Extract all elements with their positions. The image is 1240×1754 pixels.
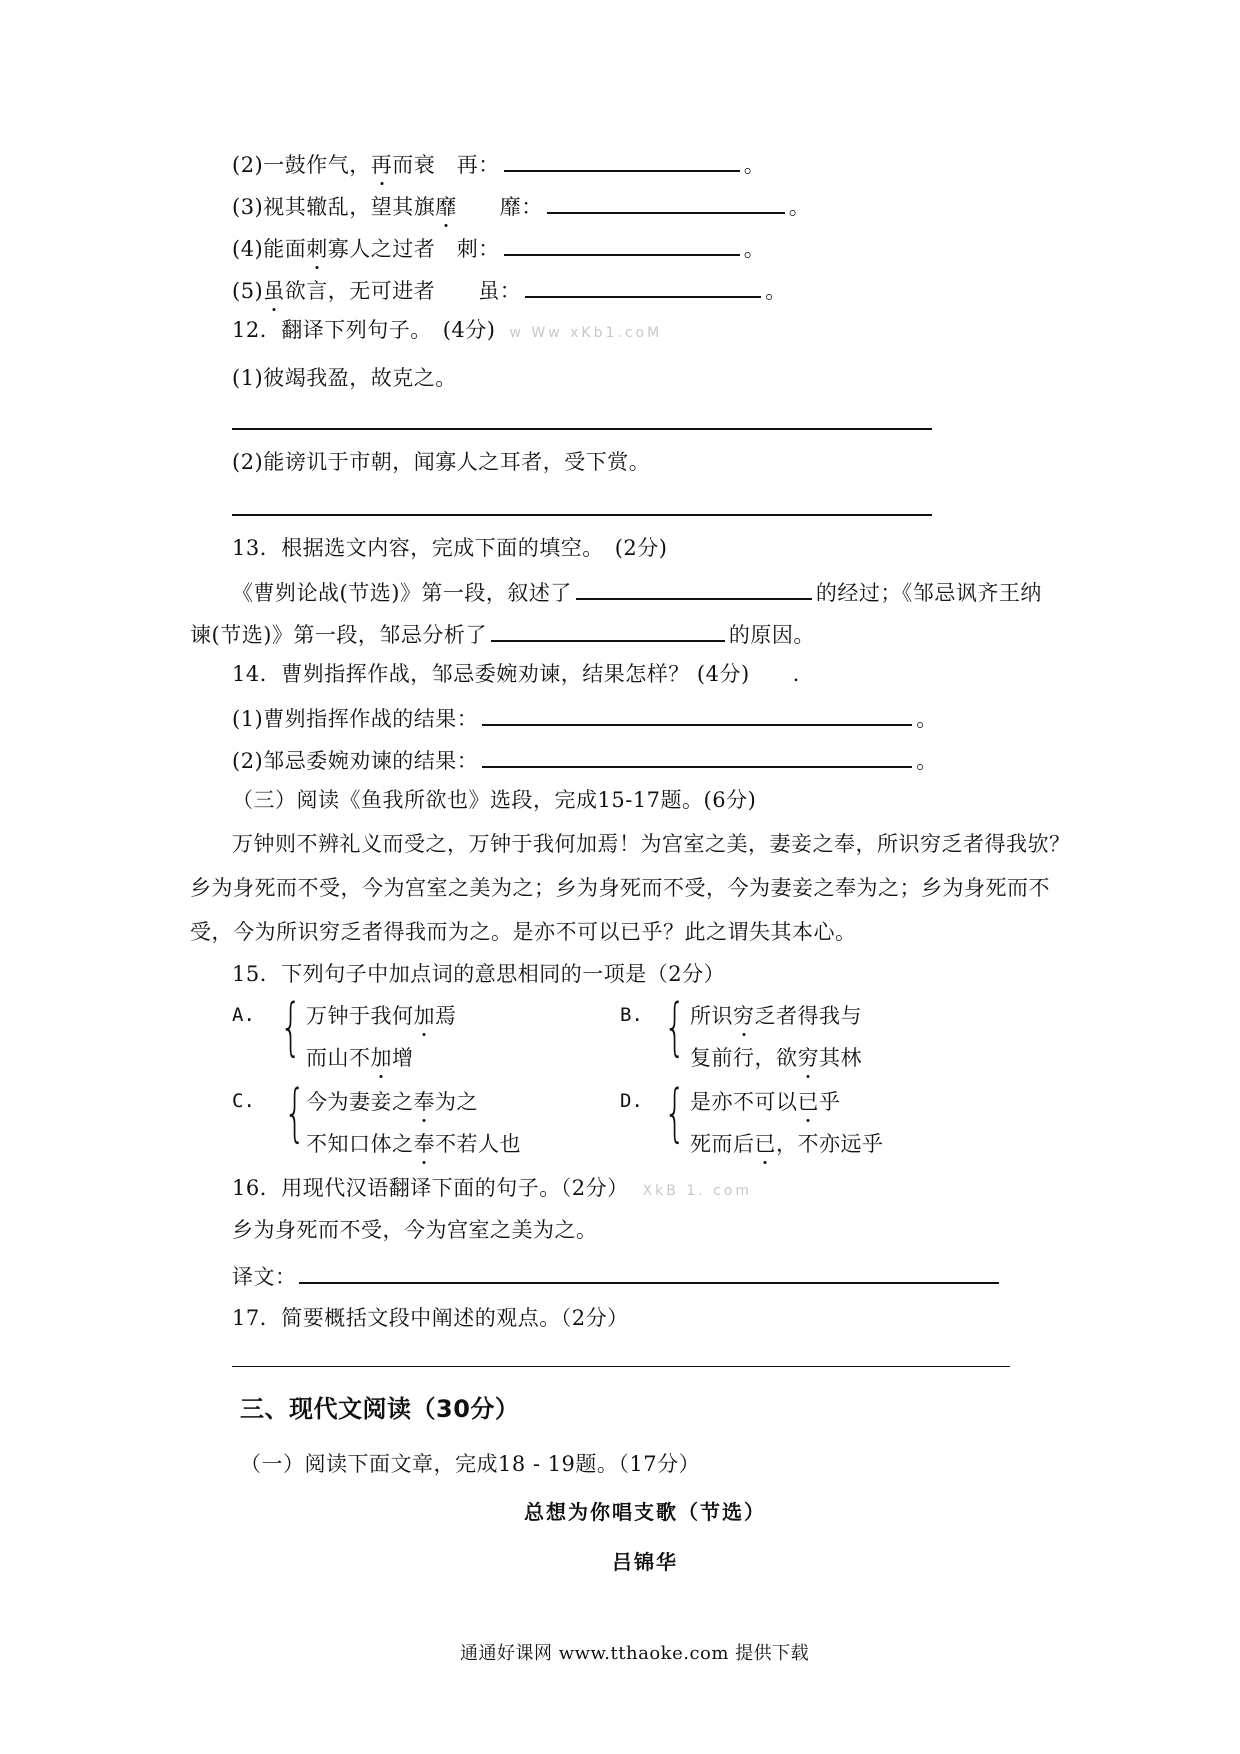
dotted-char: 加 <box>370 1046 392 1070</box>
passage-line-3: 受，今为所识穷乏者得我而为之。是亦不可以已乎？此之谓失其本心。 <box>190 920 857 944</box>
text: 其林 <box>819 1046 862 1070</box>
answer-blank[interactable] <box>547 190 785 214</box>
q16-sentence: 乡为身死而不受，今为宫室之美为之。 <box>232 1218 598 1242</box>
text: 是亦不可以 <box>690 1090 798 1114</box>
option-b-letter[interactable]: B. <box>620 1004 643 1026</box>
article-title: 总想为你唱支歌（节选） <box>524 1500 766 1524</box>
q14-answer-1 <box>232 702 938 733</box>
text: 靡： <box>456 195 543 219</box>
text: 不若人也 <box>435 1132 521 1156</box>
answer-blank[interactable] <box>299 1260 999 1284</box>
option-b-line-2 <box>690 1044 862 1072</box>
text: 为之 <box>435 1090 478 1114</box>
option-b-line-1 <box>690 1002 862 1030</box>
answer-blank[interactable] <box>504 148 740 172</box>
dotted-char: 奉 <box>413 1132 435 1156</box>
q14-answer-2 <box>232 744 938 775</box>
answer-blank[interactable] <box>576 576 812 600</box>
question-title: 12．翻译下列句子。 (4分) <box>232 318 496 342</box>
dotted-char: 再 <box>370 153 393 177</box>
text: (2)一鼓作气， <box>232 153 371 177</box>
passage-line-2: 乡为身死而不受，今为宫室之美为之；乡为身死而不受，今为妻妾之奉为之；乡为身死而不 <box>190 876 1050 900</box>
text: 今为妻妾之 <box>306 1090 414 1114</box>
text: 。 <box>743 153 766 177</box>
dotted-char: 奉 <box>413 1090 435 1114</box>
dotted-char: 已 <box>754 1132 776 1156</box>
dotted-char: 穷 <box>797 1046 819 1070</box>
answer-blank[interactable] <box>504 232 740 256</box>
option-a-line-2 <box>306 1044 414 1072</box>
text: 所识 <box>690 1004 733 1028</box>
answer-line[interactable] <box>232 428 932 430</box>
option-c-line-2 <box>306 1130 521 1158</box>
text: 谏(节选)》第一段，邹忌分析了 <box>190 623 487 647</box>
q16-title <box>232 1174 752 1205</box>
watermark: w Ww xKb1.coM <box>509 325 663 341</box>
text: 而山不 <box>306 1046 371 1070</box>
text: 复前行，欲 <box>690 1046 798 1070</box>
section-divider <box>232 1366 1010 1367</box>
answer-blank[interactable] <box>525 274 761 298</box>
text: (2)邹忌委婉劝谏的结果： <box>232 749 479 773</box>
q11-item-4 <box>232 232 765 263</box>
option-d-line-2 <box>690 1130 884 1158</box>
option-d-line-1 <box>690 1088 841 1116</box>
text: 寡人之过者 刺： <box>327 237 500 261</box>
text: 万钟于我何 <box>306 1004 414 1028</box>
q13-line-1 <box>232 576 1042 607</box>
dotted-char: 虽 <box>263 279 285 303</box>
q12-sentence-1: (1)彼竭我盈，故克之。 <box>232 366 457 390</box>
text: 。 <box>916 707 938 731</box>
question-title: 16．用现代汉语翻译下面的句子。（2分） <box>232 1176 629 1200</box>
text: ，不亦远乎 <box>776 1132 884 1156</box>
q17-title: 17．简要概括文段中阐述的观点。（2分） <box>232 1306 629 1330</box>
q12-title <box>232 316 662 347</box>
dotted-char: 靡 <box>435 195 457 219</box>
text: (1)曹刿指挥作战的结果： <box>232 707 479 731</box>
q12-sentence-2: (2)能谤讥于市朝，闻寡人之耳者，受下赏。 <box>232 450 651 474</box>
text: 。 <box>916 749 938 773</box>
option-d-letter[interactable]: D. <box>620 1090 643 1112</box>
text: 乏者得我与 <box>754 1004 862 1028</box>
text: 增 <box>392 1046 414 1070</box>
q11-item-3 <box>232 190 810 221</box>
dotted-char: 已 <box>797 1090 819 1114</box>
translation-label: 译文： <box>232 1265 297 1289</box>
text: (5) <box>232 279 264 303</box>
q13-title: 13．根据选文内容，完成下面的填空。 (2分) <box>232 536 668 560</box>
passage-line-1: 万钟则不辨礼义而受之，万钟于我何加焉！为宫室之美，妻妾之奉，所识穷乏者得我欤？ <box>232 832 1071 856</box>
part3-title: （三）阅读《鱼我所欲也》选段，完成15-17题。(6分) <box>232 788 757 812</box>
dotted-char: 穷 <box>733 1004 755 1028</box>
text: (4)能面 <box>232 237 307 261</box>
text: 而衰 再： <box>392 153 500 177</box>
brace-icon: { <box>284 1076 306 1149</box>
answer-blank[interactable] <box>482 702 912 726</box>
section-sub: （一）阅读下面文章，完成18 - 19题。（17分） <box>240 1452 701 1476</box>
brace-icon: { <box>280 990 302 1063</box>
option-c-letter[interactable]: C. <box>232 1090 255 1112</box>
text: 的经过；《邹忌讽齐王纳 <box>815 581 1042 605</box>
text: 欲言，无可进者 虽： <box>284 279 522 303</box>
q13-line-2 <box>190 618 815 649</box>
text: 。 <box>765 279 787 303</box>
text: 。 <box>788 195 811 219</box>
text: 死而后 <box>690 1132 755 1156</box>
text: (3)视其辙乱，望其旗 <box>232 195 436 219</box>
q14-title: 14．曹刿指挥作战，邹忌委婉劝谏，结果怎样？ (4分) . <box>232 662 800 686</box>
answer-blank[interactable] <box>491 618 725 642</box>
answer-blank[interactable] <box>482 744 912 768</box>
dotted-char: 刺 <box>306 237 328 261</box>
article-author: 吕锦华 <box>612 1550 678 1574</box>
text: 焉 <box>435 1004 457 1028</box>
section-heading: 三、现代文阅读（30分） <box>240 1395 520 1423</box>
text: 的原因。 <box>728 623 815 647</box>
q15-title: 15．下列句子中加点词的意思相同的一项是（2分） <box>232 962 726 986</box>
text: 不知口体之 <box>306 1132 414 1156</box>
brace-icon: { <box>664 990 686 1063</box>
dotted-char: 加 <box>413 1004 435 1028</box>
answer-line[interactable] <box>232 514 932 516</box>
text: 《曹刿论战(节选)》第一段，叙述了 <box>232 581 572 605</box>
q11-item-5 <box>232 274 787 305</box>
q11-item-2 <box>232 148 765 179</box>
option-c-line-1 <box>306 1088 478 1116</box>
page-footer: 通通好课网 www.tthaoke.com 提供下载 <box>460 1643 810 1664</box>
brace-icon: { <box>664 1076 686 1149</box>
text: 乎 <box>819 1090 841 1114</box>
text: 。 <box>743 237 766 261</box>
q16-translation <box>232 1260 1003 1291</box>
option-a-line-1 <box>306 1002 457 1030</box>
watermark: XkB 1. com <box>642 1183 753 1199</box>
option-a-letter[interactable]: A. <box>232 1004 255 1026</box>
